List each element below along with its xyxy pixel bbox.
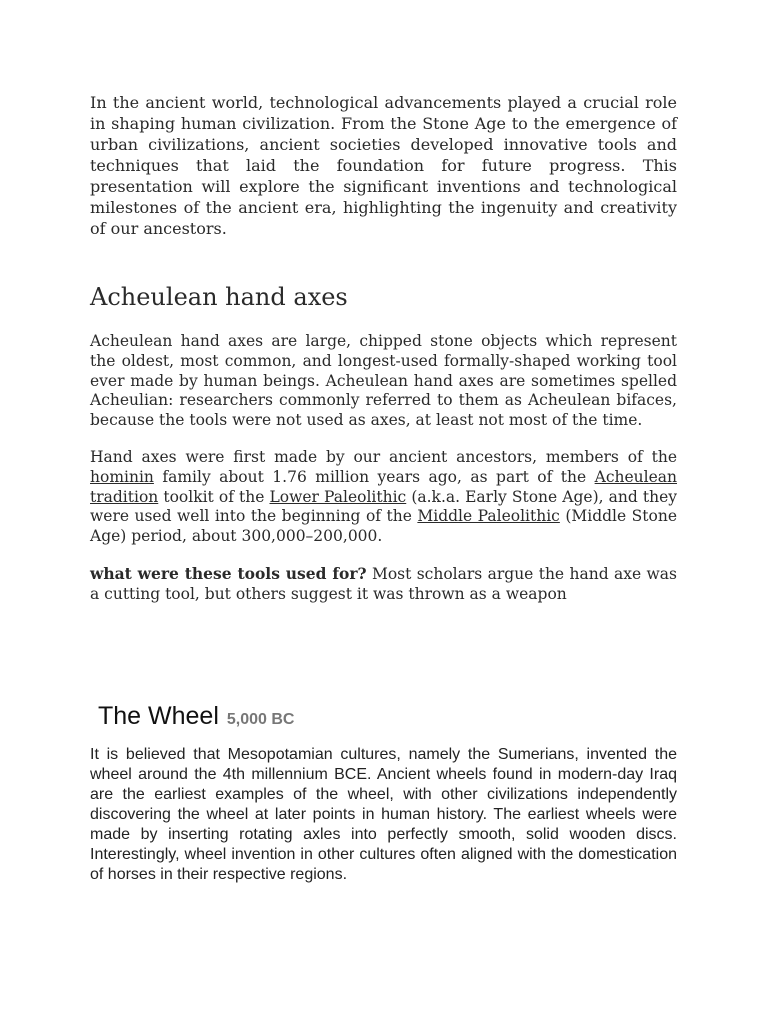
paragraph-text: (a.k.a. Early Stone Age), and they were used well into the beginning of the bbox=[90, 487, 678, 526]
paragraph-text: Hand axes were first made by our ancient ancestors, members of the bbox=[90, 447, 677, 466]
document-page bbox=[90, 90, 678, 883]
wheel-date: 5,000 BC bbox=[226, 711, 295, 728]
paragraph-text: family about 1.76 million years ago, as part of the bbox=[153, 467, 595, 486]
paragraph-text: Most scholars argue the hand axe was a cutting tool, but others suggest it was thrown as a weapon bbox=[90, 564, 677, 603]
link-acheulean-tradition[interactable]: Acheulean tradition bbox=[90, 467, 677, 506]
question-bold-text: what were these tools used for? bbox=[90, 563, 367, 583]
acheulean-paragraph-1: Acheulean hand axes are large, chipped stone objects which represent the oldest, most common, and longest-used formally-shaped working tool ever made by human beings. Acheulean hand axes are sometimes spelled Acheulian: researchers commonly referred to them as Acheulean bifaces, because the tools were not used as axes, at least not most of the time. bbox=[90, 332, 677, 430]
link-hominin[interactable]: hominin bbox=[90, 467, 154, 486]
acheulean-section bbox=[90, 332, 677, 622]
wheel-title: The Wheel bbox=[98, 702, 219, 730]
wheel-heading bbox=[98, 702, 294, 731]
paragraph-text: toolkit of the bbox=[158, 487, 270, 506]
wheel-paragraph: It is believed that Mesopotamian cultures, namely the Sumerians, invented the wheel around the 4th millennium BCE. Ancient wheels found in modern-day Iraq are the earliest examples of the wheel, with other civilizations independently discovering the wheel at later points in human history. The earliest wheels were made by inserting rotating axles into perfectly smooth, solid wooden discs. Interestingly, wheel invention in other cultures often aligned with the domestication of horses in their respective regions. bbox=[90, 746, 677, 883]
link-lower-paleolithic[interactable]: Lower Paleolithic bbox=[269, 487, 407, 506]
link-middle-paleolithic[interactable]: Middle Paleolithic bbox=[417, 507, 560, 526]
intro-paragraph: In the ancient world, technological advancements played a crucial role in shaping human civilization. From the Stone Age to the emergence of urban civilizations, ancient societies developed innovative tools and techniques that laid the foundation for future progress. This presentation will explore the significant inventions and technological milestones of the ancient era, highlighting the ingenuity and creativity of our ancestors. bbox=[90, 93, 677, 238]
acheulean-paragraph-2 bbox=[90, 448, 677, 547]
acheulean-heading: Acheulean hand axes bbox=[90, 283, 348, 311]
acheulean-paragraph-3 bbox=[90, 564, 677, 605]
paragraph-text: (Middle Stone Age) period, about 300,000–200,000. bbox=[90, 507, 677, 546]
